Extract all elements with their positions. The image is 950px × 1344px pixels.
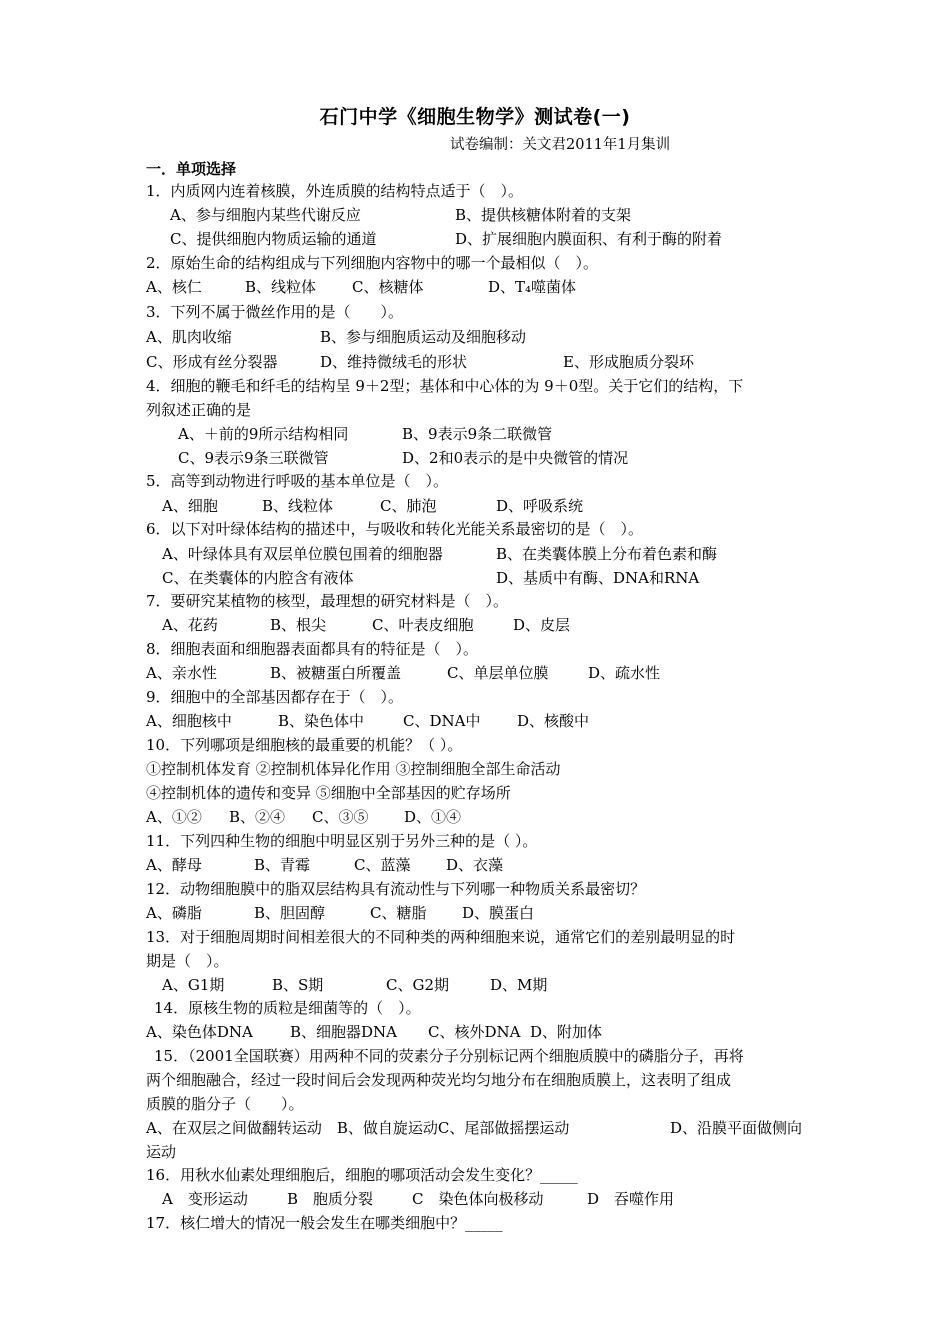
- question-12-option-d: D、膜蛋白: [462, 904, 535, 922]
- question-14-stem: 14．原核生物的质粒是细菌等的（ ）。: [154, 999, 421, 1017]
- question-14-option-a: A、染色体DNA: [146, 1023, 253, 1041]
- question-9-option-d: D、核酸中: [517, 712, 590, 730]
- question-4-option-c: C、9表示9条三联微管: [178, 449, 329, 467]
- question-4-stem-continued: 列叙述正确的是: [146, 401, 252, 419]
- question-3-option-c: C、形成有丝分裂器: [146, 353, 278, 371]
- question-11-option-d: D、衣藻: [446, 856, 504, 874]
- question-3-option-a: A、肌肉收缩: [146, 328, 232, 346]
- question-3-option-d: D、维持微绒毛的形状: [320, 353, 468, 371]
- question-9-option-c: C、DNA中: [403, 712, 481, 730]
- question-8-stem: 8．细胞表面和细胞器表面都具有的特征是（ ）。: [146, 640, 479, 658]
- question-5-option-c: C、肺泡: [380, 497, 437, 515]
- question-10-option-d: D、①④: [404, 808, 462, 826]
- question-2-stem: 2．原始生命的结构组成与下列细胞内容物中的哪一个最相似（ ）。: [146, 254, 599, 272]
- question-1-option-c: C、提供细胞内物质运输的通道: [170, 230, 377, 248]
- question-13-option-a: A、G1期: [162, 976, 225, 994]
- question-7-stem: 7．要研究某植物的核型，最理想的研究材料是（ ）。: [146, 592, 509, 610]
- question-8-option-a: A、亲水性: [146, 664, 217, 682]
- question-11-stem: 11．下列四种生物的细胞中明显区别于另外三种的是（ ）。: [146, 832, 538, 850]
- question-16-option-b: B 胞质分裂: [287, 1190, 374, 1208]
- question-17-stem: 17．核仁增大的情况一般会发生在哪类细胞中？_____: [146, 1214, 503, 1232]
- question-14-option-d: D、附加体: [530, 1023, 603, 1041]
- question-3-option-b: B、参与细胞质运动及细胞移动: [320, 328, 527, 346]
- question-10-option-a: A、①②: [146, 808, 202, 826]
- question-3-stem: 3．下列不属于微丝作用的是（ ）。: [146, 303, 404, 321]
- question-10-items-line-1: ①控制机体发育 ②控制机体异化作用 ③控制细胞全部生命活动: [146, 760, 561, 778]
- question-1-stem: 1．内质网内连着核膜，外连质膜的结构特点适于（ ）。: [146, 182, 524, 200]
- question-13-stem-continued: 期是（ ）。: [146, 952, 229, 970]
- question-10-option-b: B、②④: [229, 808, 286, 826]
- question-8-option-c: C、单层单位膜: [447, 664, 549, 682]
- question-7-option-d: D、皮层: [513, 616, 571, 634]
- question-8-option-b: B、被糖蛋白所覆盖: [270, 664, 402, 682]
- question-5-option-a: A、细胞: [162, 497, 218, 515]
- question-12-stem: 12．动物细胞膜中的脂双层结构具有流动性与下列哪一种物质关系最密切？: [146, 880, 646, 898]
- section-heading: 一．单项选择: [146, 160, 237, 178]
- question-11-option-b: B、青霉: [254, 856, 311, 874]
- question-14-option-b: B、细胞器DNA: [290, 1023, 398, 1041]
- question-5-stem: 5．高等到动物进行呼吸的基本单位是（ ）。: [146, 472, 449, 490]
- question-13-option-b: B、S期: [272, 976, 324, 994]
- question-11-option-a: A、酵母: [146, 856, 202, 874]
- question-13-option-d: D、M期: [490, 976, 548, 994]
- question-7-option-b: B、根尖: [270, 616, 327, 634]
- question-1-option-b: B、提供核糖体附着的支架: [455, 206, 632, 224]
- question-12-option-b: B、胆固醇: [254, 904, 326, 922]
- question-13-option-c: C、G2期: [386, 976, 450, 994]
- question-2-option-d: D、T₄噬菌体: [488, 278, 577, 296]
- question-12-option-a: A、磷脂: [146, 904, 202, 922]
- question-16-stem: 16．用秋水仙素处理细胞后，细胞的哪项活动会发生变化？_____: [146, 1166, 578, 1184]
- question-10-stem: 10．下列哪项是细胞核的最重要的机能？（ ）。: [146, 736, 463, 754]
- question-8-option-d: D、疏水性: [588, 664, 661, 682]
- question-9-option-a: A、细胞核中: [146, 712, 232, 730]
- question-9-stem: 9．细胞中的全部基因都存在于（ ）。: [146, 688, 404, 706]
- question-10-option-c: C、③⑤: [312, 808, 369, 826]
- question-15-stem-line-2: 两个细胞融合，经过一段时间后会发现两种荧光均匀地分布在细胞质膜上，这表明了组成: [146, 1071, 732, 1089]
- question-11-option-c: C、蓝藻: [354, 856, 411, 874]
- question-6-option-c: C、在类囊体的内腔含有液体: [162, 569, 354, 587]
- question-13-stem: 13．对于细胞周期时间相差很大的不同种类的两种细胞来说，通常它们的差别最明显的时: [146, 928, 736, 946]
- question-6-stem: 6．以下对叶绿体结构的描述中，与吸收和转化光能关系最密切的是（ ）。: [146, 520, 644, 538]
- question-15-stem: 15．（2001全国联赛）用两种不同的荧素分子分别标记两个细胞质膜中的磷脂分子，再将: [154, 1047, 744, 1065]
- question-16-option-c: C 染色体向极移动: [412, 1190, 544, 1208]
- question-1-option-d: D、扩展细胞内膜面积、有利于酶的附着: [455, 230, 723, 248]
- question-6-option-b: B、在类囊体膜上分布着色素和酶: [496, 545, 718, 563]
- question-4-stem: 4．细胞的鞭毛和纤毛的结构呈 9＋2型；基体和中心体的为 9＋0型。关于它们的结构，下: [146, 377, 744, 395]
- question-2-option-b: B、线粒体: [245, 278, 317, 296]
- question-5-option-d: D、呼吸系统: [496, 497, 584, 515]
- exam-author-line: 试卷编制：关文君2011年1月集训: [450, 137, 671, 153]
- question-1-option-a: A、参与细胞内某些代谢反应: [170, 206, 361, 224]
- page-title: 石门中学《细胞生物学》测试卷(一): [319, 106, 631, 128]
- question-15-stem-line-3: 质膜的脂分子（ ）。: [146, 1095, 304, 1113]
- question-12-option-c: C、糖脂: [370, 904, 427, 922]
- question-15-option-d-continued: 运动: [146, 1143, 177, 1161]
- question-3-option-e: E、形成胞质分裂环: [563, 353, 694, 371]
- question-10-items-line-2: ④控制机体的遗传和变异 ⑤细胞中全部基因的贮存场所: [146, 784, 511, 802]
- question-7-option-a: A、花药: [162, 616, 218, 634]
- question-6-option-d: D、基质中有酶、DNA和RNA: [496, 569, 700, 587]
- question-9-option-b: B、染色体中: [278, 712, 365, 730]
- question-4-option-a: A、＋前的9所示结构相同: [178, 425, 349, 443]
- question-16-option-a: A 变形运动: [162, 1190, 248, 1208]
- question-15-options-abc: A、在双层之间做翻转运动 B、做自旋运动C、尾部做摇摆运动: [146, 1119, 570, 1137]
- question-5-option-b: B、线粒体: [262, 497, 334, 515]
- question-4-option-b: B、9表示9条二联微管: [402, 425, 553, 443]
- question-16-option-d: D 吞噬作用: [587, 1190, 675, 1208]
- question-2-option-c: C、核糖体: [352, 278, 424, 296]
- question-4-option-d: D、2和0表示的是中央微管的情况: [402, 449, 629, 467]
- question-15-option-d: D、沿膜平面做侧向: [670, 1119, 803, 1137]
- question-7-option-c: C、叶表皮细胞: [372, 616, 474, 634]
- question-2-option-a: A、核仁: [146, 278, 202, 296]
- question-14-option-c: C、核外DNA: [428, 1023, 521, 1041]
- question-6-option-a: A、叶绿体具有双层单位膜包围着的细胞器: [162, 545, 443, 563]
